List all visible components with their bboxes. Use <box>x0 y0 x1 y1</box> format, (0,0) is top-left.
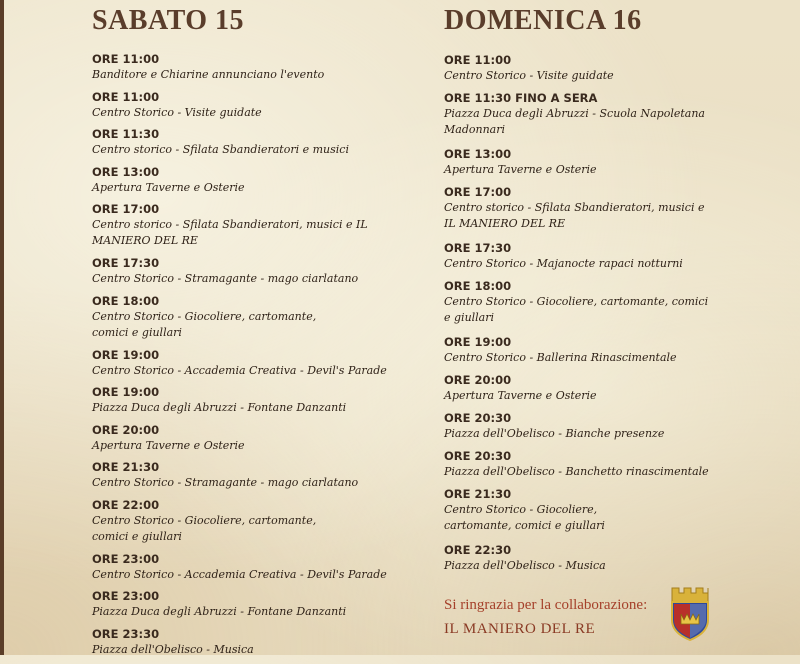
event-time: ORE 11:00 <box>92 90 422 105</box>
event-time: ORE 22:00 <box>92 498 422 513</box>
event-description: Banditore e Chiarine annunciano l'evento <box>92 67 422 83</box>
event-time: ORE 18:00 <box>444 279 714 294</box>
list-item <box>92 52 422 90</box>
event-time: ORE 20:00 <box>444 373 714 388</box>
event-time: ORE 17:00 <box>92 202 422 217</box>
event-description: Piazza dell'Obelisco - Bianche presenze <box>444 426 714 442</box>
list-item <box>92 294 422 348</box>
event-description: Apertura Taverne e Osterie <box>92 180 422 196</box>
event-description: Piazza dell'Obelisco - Musica <box>444 558 714 574</box>
event-description: Centro Storico - Visite guidate <box>444 68 714 84</box>
list-item <box>92 348 422 386</box>
event-description: Piazza Duca degli Abruzzi - Fontane Danzanti <box>92 400 422 416</box>
list-item <box>92 498 422 552</box>
list-item <box>92 202 422 256</box>
event-description: Centro Storico - Accademia Creativa - Devil's Parade <box>92 567 422 583</box>
event-description: Piazza Duca degli Abruzzi - Fontane Danzanti <box>92 604 422 620</box>
event-description: Piazza dell'Obelisco - Banchetto rinascimentale <box>444 464 714 480</box>
event-description: Centro Storico - Giocoliere, cartomante, comici e giullari <box>92 513 342 545</box>
list-item <box>444 335 714 373</box>
event-description: Piazza Duca degli Abruzzi - Scuola Napoletana Madonnari <box>444 106 714 138</box>
list-item <box>92 256 422 294</box>
event-time: ORE 20:30 <box>444 411 714 426</box>
event-time: ORE 17:00 <box>444 185 714 200</box>
event-time: ORE 11:30 <box>92 127 422 142</box>
event-time: ORE 22:30 <box>444 543 714 558</box>
event-description: Centro storico - Sfilata Sbandieratori, musici e IL MANIERO DEL RE <box>92 217 422 249</box>
event-description: Centro Storico - Giocoliere, cartomante, comici e giullari <box>444 502 654 534</box>
list-item <box>444 543 714 581</box>
event-time: ORE 11:30 FINO A SERA <box>444 91 714 106</box>
list-item <box>444 279 714 335</box>
left-border <box>0 0 4 655</box>
list-item <box>92 385 422 423</box>
event-time: ORE 23:00 <box>92 552 422 567</box>
event-description: Centro Storico - Accademia Creativa - Devil's Parade <box>92 363 422 379</box>
list-item <box>444 411 714 449</box>
list-item <box>444 91 714 147</box>
list-item <box>92 165 422 203</box>
event-description: Piazza dell'Obelisco - Musica <box>92 642 422 658</box>
list-item <box>92 90 422 128</box>
list-item <box>444 373 714 411</box>
list-item <box>444 449 714 487</box>
list-item <box>444 487 714 543</box>
event-time: ORE 13:00 <box>444 147 714 162</box>
event-time: ORE 11:00 <box>444 53 714 68</box>
event-time: ORE 19:00 <box>92 348 422 363</box>
list-item <box>444 185 714 241</box>
event-time: ORE 23:00 <box>92 589 422 604</box>
list-item <box>92 627 422 664</box>
thanks-organization: IL MANIERO DEL RE <box>444 620 664 638</box>
event-description: Centro storico - Sfilata Sbandieratori e musici <box>92 142 422 158</box>
event-description: Centro Storico - Giocoliere, cartomante, comici e giullari <box>444 294 714 326</box>
event-time: ORE 21:30 <box>444 487 714 502</box>
event-time: ORE 20:30 <box>444 449 714 464</box>
event-time: ORE 11:00 <box>92 52 422 67</box>
thanks-text: Si ringrazia per la collaborazione: <box>444 596 664 614</box>
list-item <box>92 423 422 461</box>
event-description: Centro Storico - Giocoliere, cartomante, comici e giullari <box>92 309 342 341</box>
list-item <box>92 127 422 165</box>
list-item <box>444 53 714 91</box>
sunday-events <box>444 53 714 581</box>
event-time: ORE 18:00 <box>92 294 422 309</box>
saturday-title: SABATO 15 <box>92 4 244 38</box>
event-description: Apertura Taverne e Osterie <box>444 162 714 178</box>
event-time: ORE 19:00 <box>92 385 422 400</box>
castle-crest-icon <box>668 584 712 642</box>
event-time: ORE 17:30 <box>92 256 422 271</box>
list-item <box>444 241 714 279</box>
event-time: ORE 17:30 <box>444 241 714 256</box>
event-description: Centro Storico - Stramagante - mago ciarlatano <box>92 475 422 491</box>
list-item <box>444 147 714 185</box>
event-time: ORE 21:30 <box>92 460 422 475</box>
event-time: ORE 23:30 <box>92 627 422 642</box>
event-description: Centro Storico - Ballerina Rinascimentale <box>444 350 714 366</box>
event-description: Centro Storico - Majanocte rapaci notturni <box>444 256 714 272</box>
list-item <box>92 552 422 590</box>
sunday-title: DOMENICA 16 <box>444 4 642 38</box>
event-description: Centro storico - Sfilata Sbandieratori, musici e IL MANIERO DEL RE <box>444 200 714 232</box>
list-item <box>92 460 422 498</box>
event-description: Apertura Taverne e Osterie <box>92 438 422 454</box>
event-description: Centro Storico - Stramagante - mago ciarlatano <box>92 271 422 287</box>
event-description: Apertura Taverne e Osterie <box>444 388 714 404</box>
event-time: ORE 13:00 <box>92 165 422 180</box>
event-time: ORE 19:00 <box>444 335 714 350</box>
saturday-events <box>92 52 422 664</box>
event-description: Centro Storico - Visite guidate <box>92 105 422 121</box>
event-time: ORE 20:00 <box>92 423 422 438</box>
list-item <box>92 589 422 627</box>
